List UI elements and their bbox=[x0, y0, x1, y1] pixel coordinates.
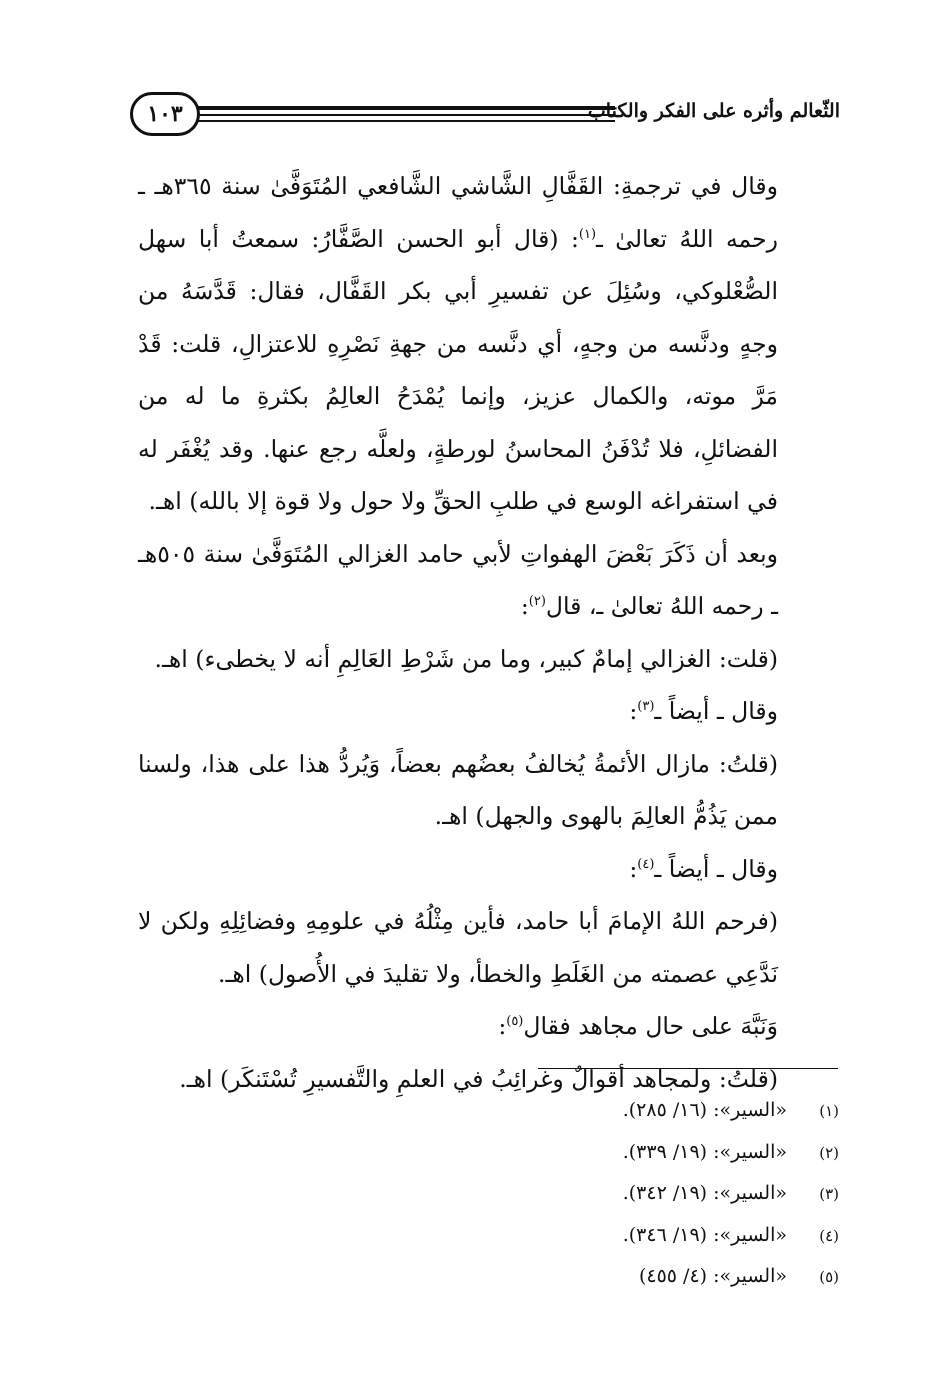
footnote-text: «السير»: (١٩/ ٣٤٦). bbox=[622, 1223, 787, 1246]
footnote bbox=[439, 1173, 839, 1215]
main-text bbox=[138, 160, 838, 1105]
header-rule bbox=[198, 114, 615, 116]
paragraph: وَنَبَّهَ على حال مجاهد فقال$^{(٥)}$: bbox=[498, 1012, 778, 1040]
footnote-number: (٤) bbox=[819, 1226, 839, 1245]
page-header bbox=[130, 92, 840, 138]
page-number: ١٠٣ bbox=[130, 92, 200, 136]
footnote bbox=[439, 1090, 839, 1132]
quote: (فرحم اللهُ الإمامَ أبا حامد، فأين مِثْلُهُ في علومِهِ وفضائِلِهِ ولكن لا نَدَّعِي عصمته من الغَلَطِ والخطأ، ولا تقليدَ في الأُصول) اهـ. bbox=[138, 907, 778, 988]
quote: (قلت: الغزالي إمامٌ كبير، وما من شَرْطِ العَالِمِ أنه لا يخطىء) اهـ. bbox=[154, 644, 778, 673]
running-title: الثّعالم وأثره على الفكر والكتاب bbox=[587, 100, 840, 122]
footnote-separator bbox=[538, 1068, 838, 1069]
footnote-text: «السير»: (١٦/ ٢٨٥). bbox=[622, 1099, 787, 1121]
quote: (قلتُ: ولمجاهد أقوالٌ وغرائِبُ في العلمِ والتَّفسيرِ تُسْتَنكَر) اهـ. bbox=[179, 1064, 778, 1093]
footnotes bbox=[439, 1090, 839, 1298]
footnote bbox=[439, 1132, 839, 1174]
paragraph: وقال ـ أيضاً ـ$^{(٤)}$: bbox=[629, 854, 778, 883]
header-rule bbox=[198, 120, 615, 122]
footnote-ref: (٤) bbox=[637, 856, 655, 872]
footnote-text: «السير»: (١٩/ ٣٤٢). bbox=[622, 1182, 787, 1204]
paragraph: وقال ـ أيضاً ـ$^{(٣)}$: bbox=[629, 697, 778, 725]
footnote-number: (٢) bbox=[819, 1143, 839, 1162]
footnote-text: «السير»: (١٩/ ٣٣٩). bbox=[622, 1140, 787, 1163]
paragraph: وقال في ترجمةِ: القَفَّالِ الشَّاشي الشَّافعي المُتَوَفَّىٰ سنة ٣٦٥هـ ـ رحمه اللهُ تعالىٰ ـ$^{(١)}$: (قال أبو الحسن الصَّفَّارُ: سمعتُ أبا سهل الصُّعْلوكي، وسُئِلَ عن تفسيرِ أبي بكر القَفَّال، فقال: قَدَّسَهُ من وجهٍ ودنَّسه من وجهٍ، أي دنَّسه من جهةِ نَصْرِهِ للاعتزالِ، قلت: قَدْ مَرَّ موته، والكمال عزيز، وإنما يُمْدَحُ العالِمُ بكثرةِ ما له من الفضائلِ، فلا تُدْفَنُ المحاسنُ لورطةٍ، ولعلَّه رجع عنها. وقد يُغْفَر له في استفراغه الوسع في طلبِ الحقِّ ولا حول ولا قوة إلا بالله) اهـ. bbox=[138, 172, 778, 515]
footnote-ref: (٣) bbox=[637, 699, 655, 715]
footnote-text: «السير»: (٤/ ٤٥٥) bbox=[638, 1265, 787, 1287]
quote: (قلتُ: مازال الأئمةُ يُخالفُ بعضُهم بعضاً، وَيُردُّ هذا على هذا، ولسنا ممن يَذُمُّ العالِمَ بالهوى والجهل) اهـ. bbox=[138, 749, 778, 830]
footnote-number: (٥) bbox=[819, 1268, 839, 1286]
footnote-ref: (١) bbox=[578, 226, 597, 242]
footnote bbox=[439, 1215, 839, 1257]
footnote bbox=[439, 1256, 839, 1298]
paragraph: وبعد أن ذَكَرَ بَعْضَ الهفواتِ لأبي حامد الغزالي المُتَوَفَّىٰ سنة ٥٠٥هـ ـ رحمه اللهُ تعالىٰ ـ، قال$^{(٢)}$: bbox=[138, 539, 778, 620]
footnote-ref: (٢) bbox=[528, 594, 546, 610]
footnote-ref: (٥) bbox=[506, 1014, 524, 1030]
footnote-number: (١) bbox=[819, 1102, 839, 1120]
header-rule bbox=[198, 106, 615, 110]
footnote-number: (٣) bbox=[819, 1185, 839, 1203]
